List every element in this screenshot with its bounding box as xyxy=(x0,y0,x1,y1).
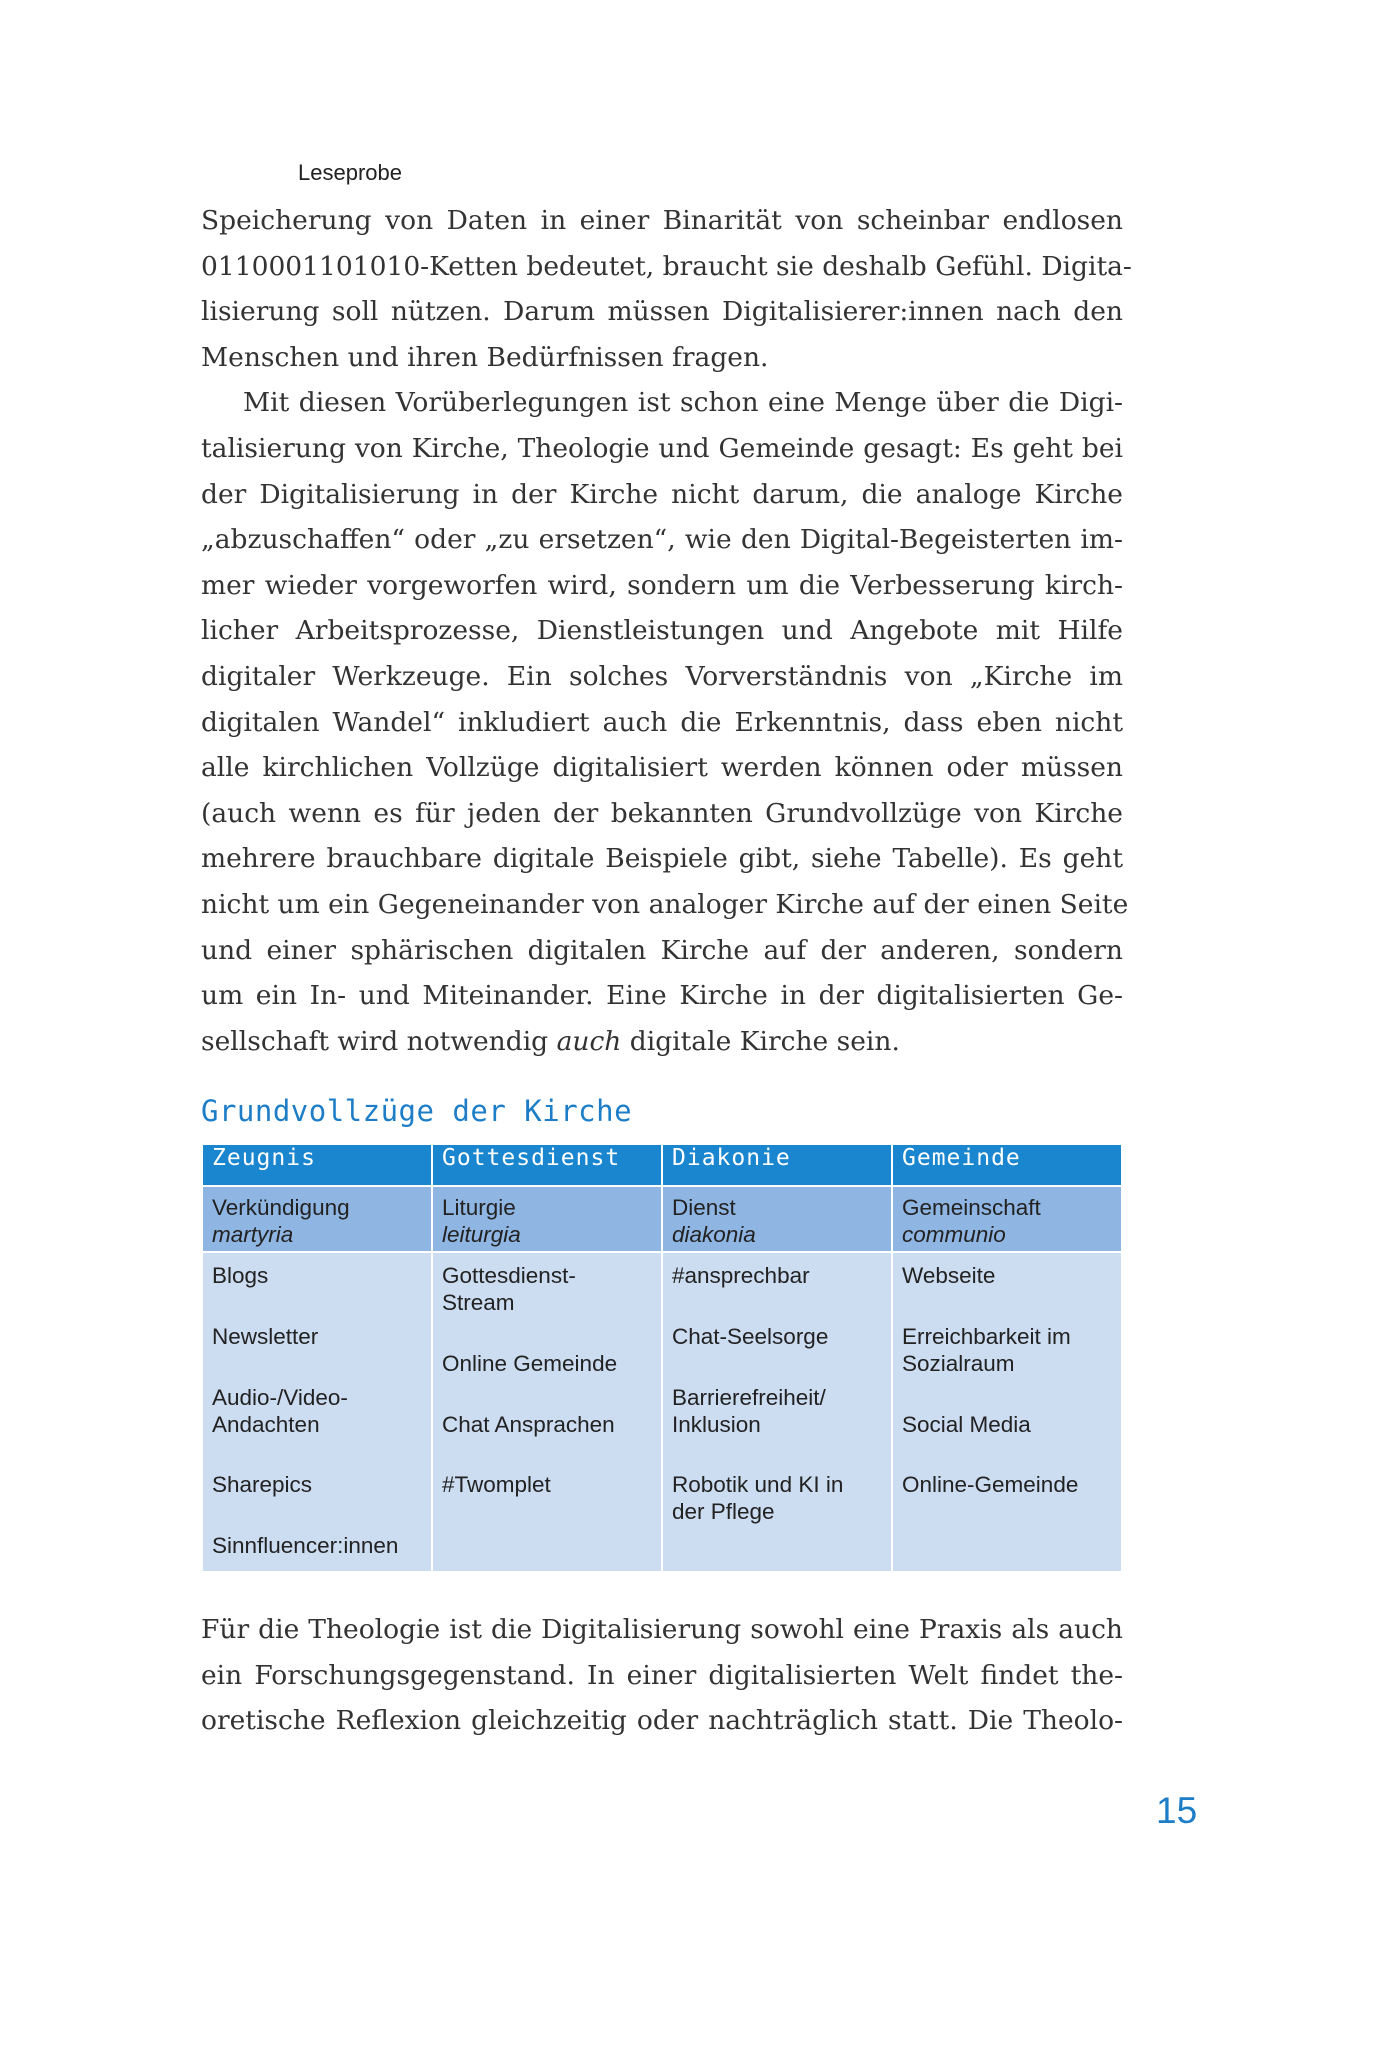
table-item: Chat Ansprachen xyxy=(442,1412,615,1437)
table-item: Chat-Seelsorge xyxy=(672,1324,829,1349)
table-item: Newsletter xyxy=(212,1324,319,1349)
table-cell xyxy=(892,1252,1122,1572)
text-line: (auch wenn es für jeden der bekannten Grundvollzüge von Kirche xyxy=(201,797,1123,829)
subheader-term: Dienst xyxy=(672,1195,736,1220)
text-line: mehrere brauchbare digitale Beispiele gibt, siehe Tabelle). Es geht xyxy=(201,843,1123,875)
table-item: #ansprechbar xyxy=(672,1263,810,1288)
text-line: und einer sphärischen digitalen Kirche auf der anderen, sondern xyxy=(201,934,1123,966)
column-header: Gottesdienst xyxy=(432,1144,662,1186)
text-line xyxy=(201,1019,1123,1065)
subheader-cell xyxy=(432,1186,662,1252)
table-item: Gottesdienst- Stream xyxy=(442,1263,576,1315)
text-segment: sellschaft wird notwendig xyxy=(201,1025,557,1057)
emphasis-text: auch xyxy=(556,1025,622,1057)
text-line: nicht um ein Gegeneinander von analoger Kirche auf der einen Seite xyxy=(201,888,1129,920)
table-cell xyxy=(432,1252,662,1572)
column-header: Diakonie xyxy=(662,1144,892,1186)
subheader-term: Gemeinschaft xyxy=(902,1195,1041,1220)
text-line: 0110001101010-Ketten bedeutet, braucht sie deshalb Gefühl. Digita- xyxy=(201,250,1132,282)
table-item: Online Gemeinde xyxy=(442,1351,618,1376)
text-line: der Digitalisierung in der Kirche nicht darum, die analoge Kirche xyxy=(201,478,1123,510)
grundvollzuege-table xyxy=(201,1143,1123,1573)
subheader-cell xyxy=(892,1186,1122,1252)
text-line: mer wieder vorgeworfen wird, sondern um die Verbesserung kirch- xyxy=(201,569,1123,601)
table-item: Sharepics xyxy=(212,1472,313,1497)
text-line: digitaler Werkzeuge. Ein solches Vorverständnis von „Kirche im xyxy=(201,660,1123,692)
text-line: lisierung soll nützen. Darum müssen Digitalisierer:innen nach den xyxy=(201,296,1123,328)
text-line: oretische Reflexion gleichzeitig oder nachträglich statt. Die Theolo- xyxy=(201,1705,1123,1737)
table-item: Erreichbarkeit im Sozialraum xyxy=(902,1324,1071,1376)
table-item: Social Media xyxy=(902,1412,1031,1437)
table-header-row xyxy=(202,1144,1122,1186)
text-line: „abzuschaffen“ oder „zu ersetzen“, wie den Digital-Begeisterten im- xyxy=(201,524,1123,556)
subheader-term: Liturgie xyxy=(442,1195,516,1220)
table-item: Robotik und KI in der Pflege xyxy=(672,1472,844,1524)
table-title: Grundvollzüge der Kirche xyxy=(201,1094,633,1128)
text-line: alle kirchlichen Vollzüge digitalisiert werden können oder müssen xyxy=(201,752,1123,784)
text-line: Speicherung von Daten in einer Binarität von scheinbar endlosen xyxy=(201,205,1123,236)
table-cell xyxy=(202,1252,432,1572)
text-line: digitalen Wandel“ inkludiert auch die Erkenntnis, dass eben nicht xyxy=(201,706,1123,738)
subheader-greek: diakonia xyxy=(672,1222,756,1247)
running-header: Leseprobe xyxy=(298,160,402,185)
table-item: Blogs xyxy=(212,1263,269,1288)
subheader-greek: leiturgia xyxy=(442,1222,521,1247)
text-line: ein Forschungsgegenstand. In einer digitalisierten Welt findet the- xyxy=(201,1659,1123,1691)
column-header: Gemeinde xyxy=(892,1144,1122,1186)
page-number: 15 xyxy=(1156,1790,1198,1831)
table-subheader-row xyxy=(202,1186,1122,1252)
text-line: Mit diesen Vorüberlegungen ist schon eine Menge über die Digi- xyxy=(243,387,1123,419)
table-item: Barrierefreiheit/ Inklusion xyxy=(672,1385,826,1437)
table-item: Webseite xyxy=(902,1263,996,1288)
body-text-top xyxy=(201,198,1132,1064)
table-cell xyxy=(662,1252,892,1572)
text-line: talisierung von Kirche, Theologie und Gemeinde gesagt: Es geht bei xyxy=(201,432,1123,464)
text-line: Für die Theologie ist die Digitalisierung sowohl eine Praxis als auch xyxy=(201,1614,1123,1645)
text-line: um ein In- und Miteinander. Eine Kirche in der digitalisierten Ge- xyxy=(201,980,1123,1012)
subheader-cell xyxy=(662,1186,892,1252)
column-header: Zeugnis xyxy=(202,1144,432,1186)
text-line: licher Arbeitsprozesse, Dienstleistungen und Angebote mit Hilfe xyxy=(201,615,1123,647)
subheader-greek: communio xyxy=(902,1222,1006,1247)
subheader-cell xyxy=(202,1186,432,1252)
table-item: Online-Gemeinde xyxy=(902,1472,1079,1497)
text-line: Menschen und ihren Bedürfnissen fragen. xyxy=(201,341,769,373)
table-body-row xyxy=(202,1252,1122,1572)
subheader-term: Verkündigung xyxy=(212,1195,350,1220)
table-item: Sinnfluencer:innen xyxy=(212,1533,399,1558)
table-item: #Twomplet xyxy=(442,1472,551,1497)
table-item: Audio-/Video- Andachten xyxy=(212,1385,348,1437)
body-text-bottom xyxy=(201,1607,1123,1744)
subheader-greek: martyria xyxy=(212,1222,294,1247)
text-segment: digitale Kirche sein. xyxy=(621,1025,900,1057)
